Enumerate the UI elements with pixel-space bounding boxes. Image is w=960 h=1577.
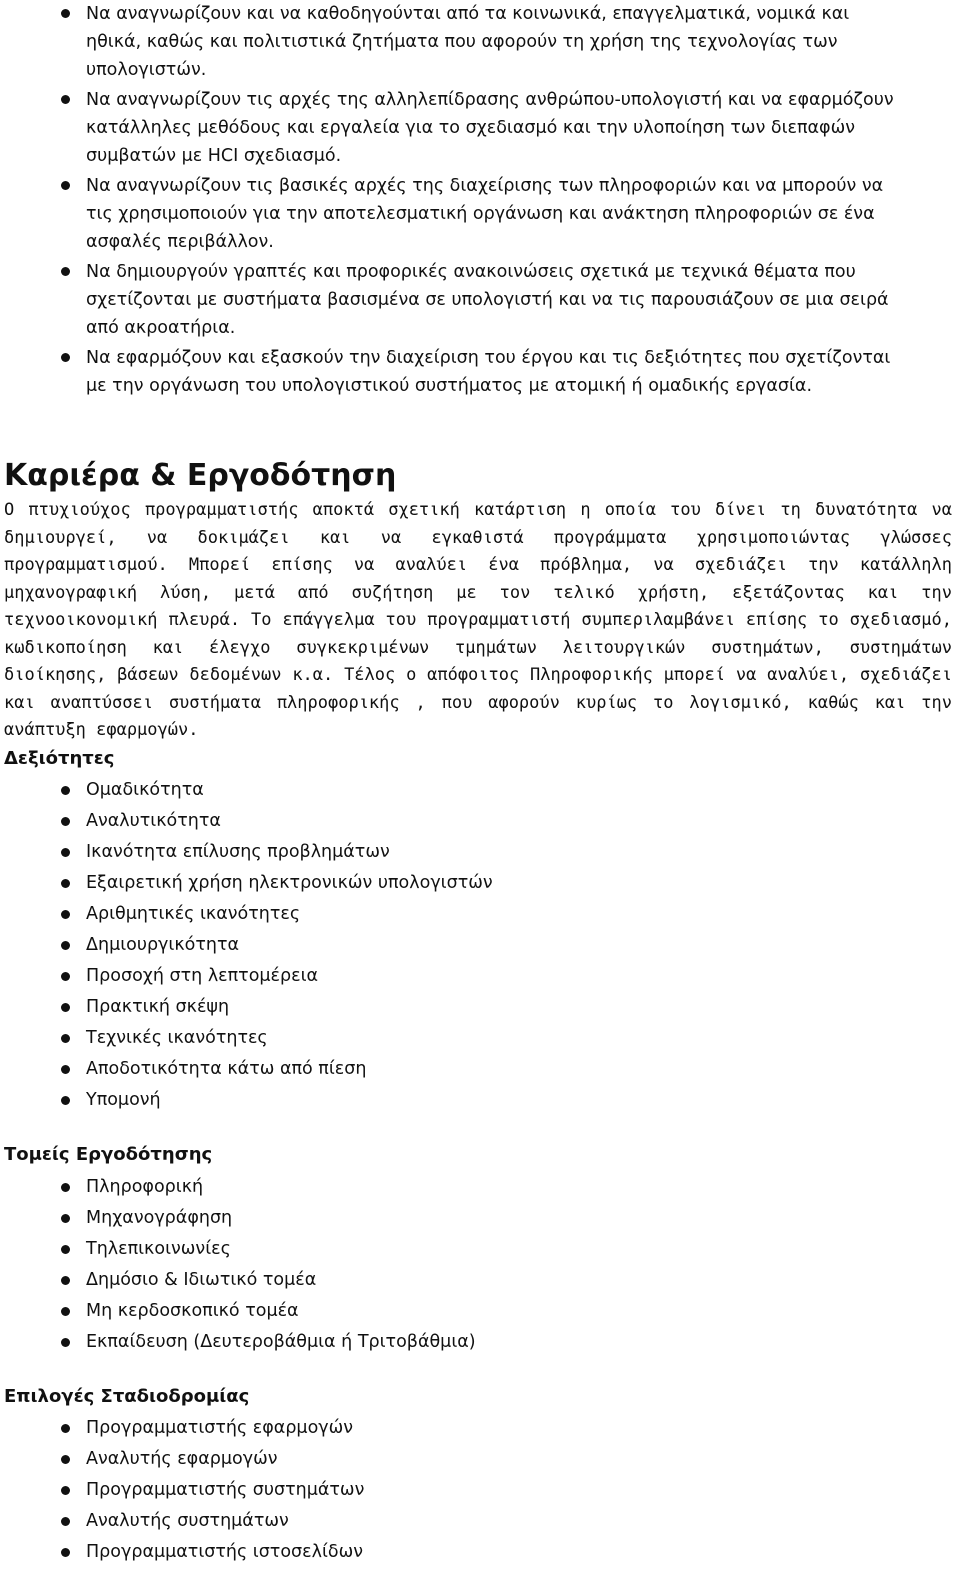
list-item: Να δημιουργούν γραπτές και προφορικές ανακοινώσεις σχετικά με τεχνικά θέματα που σχετίζονται με συστήματα βασισμένα σε υπολογιστή και να τις παρουσιάζουν σε μια σειρά από ακροατήρια. <box>0 258 905 342</box>
list-item: Εξαιρετική χρήση ηλεκτρονικών υπολογιστών <box>0 868 900 899</box>
objectives-list <box>0 0 905 402</box>
list-item: Τηλεπικοινωνίες <box>0 1234 900 1265</box>
list-item: Υπομονή <box>0 1085 900 1116</box>
list-item: Ομαδικότητα <box>0 775 900 806</box>
section-heading-career: Καριέρα & Εργοδότηση <box>4 458 397 493</box>
list-item: Πληροφορική <box>0 1172 900 1203</box>
list-item: Προσοχή στη λεπτομέρεια <box>0 961 900 992</box>
career-options-list <box>0 1413 900 1568</box>
list-item: Δημιουργικότητα <box>0 930 900 961</box>
list-item: Αποδοτικότητα κάτω από πίεση <box>0 1054 900 1085</box>
list-item: Μη κερδοσκοπικό τομέα <box>0 1296 900 1327</box>
list-item: Ικανότητα επίλυσης προβλημάτων <box>0 837 900 868</box>
list-item: Να αναγνωρίζουν τις αρχές της αλληλεπίδρασης ανθρώπου-υπολογιστή και να εφαρμόζουν κατάλληλες μεθόδους και εργαλεία για το σχεδιασμό και την υλοποίηση των διεπαφών συμβατών με HCI σχεδιασμό. <box>0 86 905 170</box>
list-item: Αναλυτής συστημάτων <box>0 1506 900 1537</box>
list-item: Να αναγνωρίζουν και να καθοδηγούνται από τα κοινωνικά, επαγγελματικά, νομικά και ηθικά, καθώς και πολιτιστικά ζητήματα που αφορούν τη χρήση της τεχνολογίας των υπολογιστών. <box>0 0 905 84</box>
subheading-career-options: Επιλογές Σταδιοδρομίας <box>4 1386 250 1407</box>
list-item: Τεχνικές ικανότητες <box>0 1023 900 1054</box>
list-item: Να εφαρμόζουν και εξασκούν την διαχείριση του έργου και τις δεξιότητες που σχετίζονται με την οργάνωση του υπολογιστικού συστήματος με ατομική ή ομαδικής εργασία. <box>0 344 905 400</box>
subheading-employment-sectors: Τομείς Εργοδότησης <box>4 1144 213 1165</box>
list-item: Δημόσιο & Ιδιωτικό τομέα <box>0 1265 900 1296</box>
list-item: Να αναγνωρίζουν τις βασικές αρχές της διαχείρισης των πληροφοριών και να μπορούν να τις χρησιμοποιούν για την αποτελεσματική οργάνωση και ανάκτηση πληροφοριών σε ένα ασφαλές περιβάλλον. <box>0 172 905 256</box>
list-item: Προγραμματιστής εφαρμογών <box>0 1413 900 1444</box>
list-item: Αναλυτικότητα <box>0 806 900 837</box>
list-item: Αριθμητικές ικανότητες <box>0 899 900 930</box>
list-item: Αναλυτής εφαρμογών <box>0 1444 900 1475</box>
career-paragraph: Ο πτυχιούχος προγραμματιστής αποκτά σχετική κατάρτιση η οποία του δίνει τη δυνατότητα να δημιουργεί, να δοκιμάζει και να εγκαθιστά προγράμματα χρησιμοποιώντας γλώσσες προγραμματισμού. Μπορεί επίσης να αναλύει ένα πρόβλημα, να σχεδιάζει την κατάλληλη μηχανογραφική λύση, μετά από συζήτηση με τον τελικό χρήστη, εξετάζοντας και την τεχνοοικονομική πλευρά. Το επάγγελμα του προγραμματιστή συμπεριλαμβάνει επίσης το σχεδιασμό, κωδικοποίηση και έλεγχο συγκεκριμένων τμημάτων λειτουργικών συστημάτων, συστημάτων διοίκησης, βάσεων δεδομένων κ.α. Τέλος ο απόφοιτος Πληροφορικής μπορεί να αναλύει, σχεδιάζει και αναπτύσσει συστήματα πληροφορικής , που αφορούν κυρίως το λογισμικό, καθώς και την ανάπτυξη εφαρμογών. <box>4 500 952 740</box>
subheading-skills: Δεξιότητες <box>4 748 115 769</box>
list-item: Μηχανογράφηση <box>0 1203 900 1234</box>
skills-list <box>0 775 900 1116</box>
list-item: Εκπαίδευση (Δευτεροβάθμια ή Τριτοβάθμια) <box>0 1327 900 1358</box>
list-item: Προγραμματιστής ιστοσελίδων <box>0 1537 900 1568</box>
list-item: Προγραμματιστής συστημάτων <box>0 1475 900 1506</box>
list-item: Πρακτική σκέψη <box>0 992 900 1023</box>
employment-sectors-list <box>0 1172 900 1358</box>
